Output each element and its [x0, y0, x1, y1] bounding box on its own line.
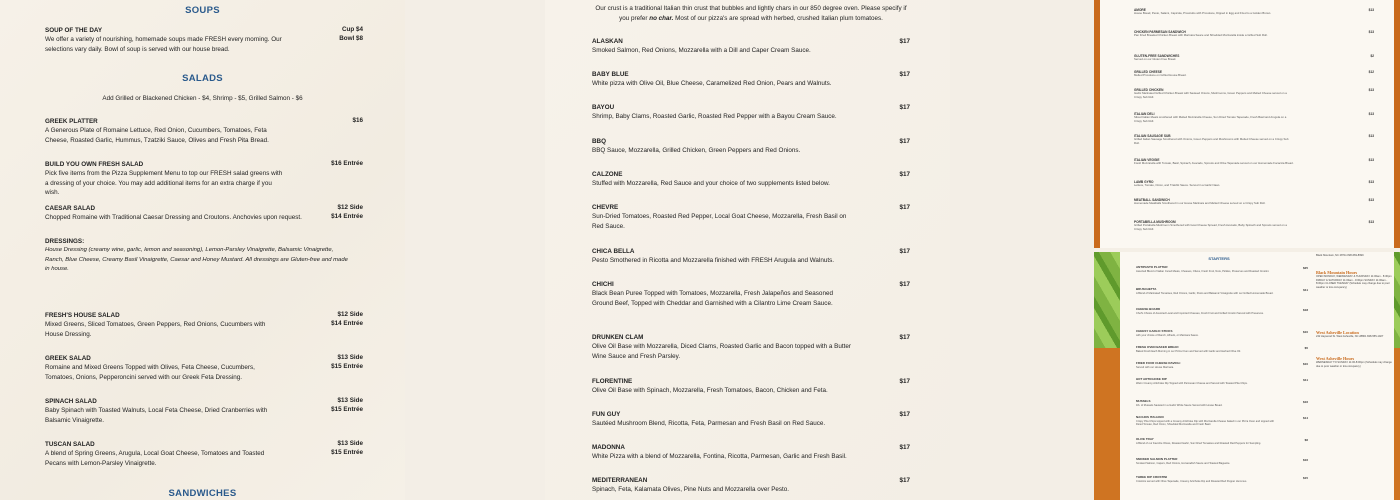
salads-add-note: Add Grilled or Blackened Chicken - $4, Shrimp - $5, Grilled Salmon - $6 — [102, 95, 303, 102]
item-desc: Smoked Salmon, Capers, Red Onions, Horseradish Sauce and Toasted Baguette. — [1136, 461, 1231, 465]
menu-item — [1136, 362, 1308, 369]
menu-item — [592, 70, 910, 89]
price-side: $13 Side — [337, 440, 363, 447]
menu-item — [1134, 54, 1374, 62]
item-name: OLIVE TRAY — [1136, 437, 1154, 441]
item-name: GREEK SALAD — [45, 355, 91, 362]
item-price: $11 — [1303, 288, 1308, 292]
item-price: $13 — [1368, 158, 1374, 162]
item-name: MEATBALL SANDWICH — [1134, 198, 1170, 202]
item-desc: A blend of Spring Greens, Arugula, Local Goat Cheese, Tomatoes and Toasted Pecans with Lemon-Parsley Vinaigrette. — [45, 450, 265, 467]
item-price: $13 — [1368, 198, 1374, 202]
item-name: THREE DIP CROSTINI — [1136, 475, 1168, 479]
item-desc: Romaine and Mixed Greens Topped with Olives, Feta Cheese, Cucumbers, Tomatoes, Onions, Pepperoncini served with our Greek Feta Dressing. — [45, 364, 255, 381]
menu-item-greek-salad — [45, 354, 363, 382]
price-side: $13 Side — [337, 354, 363, 361]
item-price: $17 — [899, 171, 910, 178]
menu-item — [1136, 476, 1308, 483]
info-sidebar — [1310, 252, 1394, 500]
item-name: MUSSELS — [1136, 399, 1151, 403]
item-name: ANTIPASTO PLATTER — [1136, 265, 1168, 269]
dressings-text: House Dressing (creamy wine, garlic, lemon and seasoning), Lemon-Parsley Vinaigrette, Balsamic Vinaigrette, Ranch, Blue Cheese, Creamy Basil Vinaigrette, Caesar and Honey Mustard. All dressings are Gluten-free and made in house. — [45, 247, 348, 273]
item-desc: Pan Fried Breaded Chicken Breast with Marinara Sauce and Shredded Mozzarella inside a Grilled Sub Roll. — [1134, 33, 1268, 38]
item-name: FRESH'S HOUSE SALAD — [45, 312, 120, 319]
item-price — [331, 311, 363, 328]
menu-panel-soups-salads — [0, 0, 405, 500]
menu-item — [592, 137, 910, 156]
item-price: $15 — [1302, 476, 1308, 480]
menu-item — [1136, 458, 1308, 465]
item-price: $18 — [1302, 308, 1308, 312]
item-price — [331, 160, 363, 169]
menu-item — [1134, 134, 1374, 145]
item-name: ITALIAN DELI — [1134, 112, 1155, 116]
item-price — [331, 204, 363, 221]
item-price: $6 — [1304, 438, 1308, 442]
item-name: AMORE — [1134, 8, 1146, 12]
item-price: $13 — [1368, 88, 1374, 92]
item-desc: Olive Oil Base with Spinach, Mozzarella, Fresh Tomatoes, Bacon, Chicken and Feta. — [592, 387, 828, 394]
item-desc: White pizza with Olive Oil, Blue Cheese, Caramelized Red Onion, Pears and Walnuts. — [592, 80, 832, 87]
item-desc: Assorted Blend of Italian Cured Meats, Cheeses, Olives, Fresh Fruit, Nuts, Pickles, Preserves and Roasted Crostini. — [1136, 269, 1270, 273]
item-name: BBQ — [592, 138, 606, 145]
section-title-sandwiches: SANDWICHES — [168, 488, 237, 499]
item-price: $12 — [1368, 70, 1374, 74]
wa-hours-text: WEDNESDAY TO SUNDAY 11:00-8:00pm (Schedule may change due to poor weather or low occupancy) — [1316, 361, 1392, 368]
item-price: $17 — [899, 38, 910, 45]
item-desc: Mixed Greens, Sliced Tomatoes, Green Peppers, Red Onions, Cucumbers with House Dressing. — [45, 321, 266, 338]
price-entree: $15 Entrée — [331, 448, 363, 456]
item-desc: BBQ Sauce, Mozzarella, Grilled Chicken, Green Peppers and Red Onions. — [592, 147, 801, 154]
item-desc: Spinach, Feta, Kalamata Olives, Pine Nuts and Mozzarella over Pesto. — [592, 486, 790, 493]
item-price: $17 — [899, 138, 910, 145]
item-price: $13 — [1368, 30, 1374, 34]
section-title-salads: SALADS — [182, 73, 223, 84]
item-price: $16 — [1302, 458, 1308, 462]
item-price: $11 — [1303, 378, 1308, 382]
item-price: $17 — [899, 477, 910, 484]
price-side: $13 Side — [337, 397, 363, 404]
item-price — [331, 397, 363, 414]
item-name: CHEESE BOARD — [1136, 307, 1161, 311]
price-side: $12 Side — [337, 204, 363, 211]
item-price: $17 — [899, 104, 910, 111]
price-bowl: Bowl $8 — [339, 34, 363, 42]
menu-item — [1134, 198, 1374, 206]
item-name: TUSCAN SALAD — [45, 441, 95, 448]
wa-location-block — [1316, 330, 1392, 339]
menu-item — [1136, 346, 1308, 353]
item-desc: Melted Provolone on Grilled House Bread. — [1134, 73, 1187, 78]
item-price: $10 — [1302, 362, 1308, 366]
item-desc: with your choice of Ranch, Alfredo, or Marinara Sauce. — [1136, 333, 1199, 337]
menu-item — [1136, 266, 1308, 273]
menu-item — [592, 410, 910, 429]
menu-item — [592, 203, 910, 232]
item-price: $13 — [1368, 220, 1374, 224]
item-desc: Olive Oil Base with Mozzarella, Diced Clams, Roasted Garlic and Bacon topped with a Butter Wine Sauce and Fresh Parsley. — [592, 343, 851, 360]
menu-item — [592, 280, 910, 309]
item-desc: Served with our House Marinara. — [1136, 365, 1174, 369]
menu-panel-sandwiches-thumbnail — [1094, 0, 1400, 248]
wa-hours-title: West Asheville Hours — [1316, 356, 1355, 361]
menu-item-caesar-salad — [45, 204, 363, 223]
menu-item — [1136, 288, 1308, 295]
menu-item — [1136, 400, 1308, 407]
page-gap — [950, 0, 1094, 500]
menu-item-freshs-house-salad — [45, 311, 363, 339]
menu-item — [1134, 8, 1374, 16]
item-name: NACHOS ITALIANO — [1136, 415, 1164, 419]
item-price: $17 — [899, 411, 910, 418]
item-name: SPINACH SALAD — [45, 398, 97, 405]
menu-item — [1134, 158, 1374, 166]
item-name: CHICA BELLA — [592, 248, 635, 255]
item-desc: Fresh Mozzarella with Tomato, Basil, Spinach, Avocado, Sprouts and Olive Tapenade served on our Homemade Focaccia Bread. — [1134, 161, 1294, 166]
address-block — [1316, 254, 1392, 258]
item-desc: Pesto Smothered in Ricotta and Mozzarella finished with FRESH Arugula and Walnuts. — [592, 257, 834, 264]
menu-item — [592, 247, 910, 266]
item-desc: Crispy Pita Chips topped with a Creamy Artichoke Dip with Mozzarella Cheese baked in our Pizza Oven and topped with Diced Tomato, Red Onion, Shredded Mozzarella and Fresh Basil. — [1136, 419, 1275, 427]
item-desc: Smoked Salmon, Red Onions, Mozzarella with a Dill and Caper Cream Sauce. — [592, 47, 811, 54]
dressings-block — [45, 237, 363, 275]
item-desc: Sautéed Mushroom Blend, Ricotta, Feta, Parmesan and Fresh Basil on Red Sauce. — [592, 420, 826, 427]
item-name: CHEESY GARLIC STICKS — [1136, 329, 1173, 333]
item-name: ITALIAN SAUSAGE SUB — [1134, 134, 1171, 138]
item-price: $10 — [1302, 330, 1308, 334]
price-side: $12 Side — [337, 311, 363, 318]
item-name: CHICHI — [592, 281, 614, 288]
menu-item-greek-platter — [45, 117, 363, 145]
menu-panel-pizzas — [545, 0, 950, 500]
item-name: ITALIAN VEGGIE — [1134, 158, 1160, 162]
item-desc: Homemade Meatballs Smothered in our House Marinara and Melted Cheese served on a Crispy Sub Roll. — [1134, 201, 1266, 206]
menu-item — [1134, 30, 1374, 38]
item-name: MADONNA — [592, 444, 625, 451]
price-cup: Cup $4 — [342, 26, 363, 33]
item-name: ALASKAN — [592, 38, 623, 45]
item-name: CHICKEN PARMESAN SANDWICH — [1134, 30, 1186, 34]
intro-text: Most of our pizza's are spread with herbed, crushed Italian plum tomatoes. — [673, 15, 883, 22]
price-line: $16 Entrée — [331, 160, 363, 167]
page-gap — [405, 0, 545, 500]
item-price: $17 — [899, 248, 910, 255]
pizza-intro — [590, 4, 912, 24]
menu-sheet — [1100, 0, 1394, 248]
menu-item — [592, 37, 910, 56]
wa-location-text: 242 Haywood St. West Asheville, NC 28801 828-555-1927 — [1316, 335, 1384, 338]
item-name: SMOKED SALMON PLATTER — [1136, 457, 1178, 461]
item-name: BRUSCHETTA — [1136, 287, 1157, 291]
item-name: CALZONE — [592, 171, 623, 178]
menu-item — [1136, 378, 1308, 385]
item-desc: Sliced Italian Meats smothered with Melted Mozzarella Cheese, Sun Dried Tomato Tapenade, Fresh Basil and Arugula on a Crispy Sub Roll. — [1134, 115, 1287, 123]
item-name: FRIED FOUR CHEESE RAVIOLI — [1136, 361, 1181, 365]
item-desc: Sun-Dried Tomatoes, Roasted Red Pepper, Local Goat Cheese, Mozzarella, Fresh Basil on Red Sauce. — [592, 213, 847, 230]
item-price: $17 — [899, 334, 910, 341]
item-desc: A Blend of Marinated Tomatoes, Red Onions, Garlic, Pesto and Balsamic Vinaigrette with our Grilled Homemade Bread. — [1136, 291, 1274, 295]
menu-item — [1134, 70, 1374, 78]
item-name: BABY BLUE — [592, 71, 629, 78]
price-entree: $14 Entrée — [331, 212, 363, 220]
item-price — [352, 117, 363, 126]
item-desc: A Blend of our Favorite Olives, Roasted Garlic, Sun Dried Tomatoes and Roasted Red Peppers for Sampling. — [1136, 441, 1262, 445]
item-price: $14 — [1302, 416, 1308, 420]
menu-item-soup-of-the-day — [45, 26, 363, 54]
menu-item — [592, 170, 910, 189]
item-name: FUN GUY — [592, 411, 621, 418]
item-desc: White Pizza with a blend of Mozzarella, Fontina, Ricotta, Parmesan, Garlic and Fresh Basil. — [592, 453, 847, 460]
section-title-starters: STARTERS — [1208, 256, 1230, 261]
item-desc: Grilled Italian Sausage Smothered with Onions, Green Peppers and Mushrooms with Melted Cheese served on a Crispy Sub Roll. — [1134, 137, 1289, 145]
item-name: PORTABELLA MUSHROOM — [1134, 220, 1176, 224]
bm-hours-block — [1316, 270, 1392, 289]
menu-item — [592, 333, 910, 362]
price-entree: $15 Entrée — [331, 405, 363, 413]
wa-hours-block — [1316, 356, 1392, 368]
bm-hours-text: OPEN MONDAY, WEDNESDAY & THURSDAY 11:00am - 8:30pm FRIDAY & SATURDAY 11:00am - 9:00pm SUNDAY 11:00am - 8:30pm CLOSED TUESDAY (Schedule may change due to poor weather or low occupancy) — [1316, 275, 1392, 289]
item-desc: A Generous Plate of Romaine Lettuce, Red Onion, Cucumbers, Tomatoes, Feta Cheese, Roasted Garlic, Hummus, Tzatziki Sauce, Olives and Fresh Pita Bread. — [45, 127, 269, 144]
price-entree: $15 Entrée — [331, 362, 363, 370]
price-line: $16 — [352, 117, 363, 124]
price-entree: $14 Entrée — [331, 319, 363, 327]
menu-item — [1136, 438, 1308, 445]
item-desc: 1lb. of Mussels Sautéed in a Garlic White Sauce Served with House Bread. — [1136, 403, 1223, 407]
menu-item — [1136, 308, 1308, 315]
item-name: FRESH OVEN BAKED BREAD — [1136, 345, 1179, 349]
item-name: HOT ARTICHOKE DIP — [1136, 377, 1167, 381]
item-name: DRUNKEN CLAM — [592, 334, 644, 341]
item-desc: Lettuce, Tomato, Onion, and Tzatziki Sauce. Served in a Garlic Naan. — [1134, 183, 1221, 188]
menu-item — [1134, 88, 1374, 99]
item-desc: Grilled Portabella Mushroom Smothered with Goat Cheese Spread, Fresh Avocado, Baby Spinach and Sprouts served on a Crispy Sub Roll. — [1134, 223, 1287, 231]
item-name: LAMB GYRO — [1134, 180, 1154, 184]
item-name: CHEVRE — [592, 204, 619, 211]
intro-emphasis: no char. — [649, 15, 674, 22]
item-price: $13 — [1368, 134, 1374, 138]
item-desc: Garlic Marinated Grilled Chicken Breast with Sauteed Onions, Mushrooms, Green Peppers and Melted Cheese served on a Crispy Sub Roll. — [1134, 91, 1287, 99]
menu-item — [1136, 416, 1308, 426]
item-desc: Stuffed with Mozzarella, Red Sauce and your choice of two supplements listed below. — [592, 180, 830, 187]
menu-item — [1134, 220, 1374, 231]
item-price: $25 — [1302, 266, 1308, 270]
item-name: FLORENTINE — [592, 378, 633, 385]
item-price: $17 — [899, 204, 910, 211]
item-price: $2 — [1370, 54, 1374, 58]
menu-item — [1134, 180, 1374, 188]
address-text: Black Mountain, NC 28711 828-669-8999 — [1316, 254, 1364, 257]
item-desc: Warm Creamy Artichoke Dip Topped with Parmesan Cheese and Served with Toasted Pita Chips. — [1136, 381, 1248, 385]
menu-item — [1134, 112, 1374, 123]
menu-item — [592, 476, 910, 495]
item-name: GLUTEN-FREE SANDWICHES — [1134, 54, 1180, 58]
item-price — [331, 354, 363, 371]
menu-item — [1136, 330, 1308, 337]
item-desc: Chopped Romaine with Traditional Caesar Dressing and Croutons. Anchovies upon request. — [45, 214, 302, 221]
item-name: BAYOU — [592, 104, 615, 111]
item-desc: Served on our Gluten Free Bread. — [1134, 57, 1177, 62]
item-name: GRILLED CHICKEN — [1134, 88, 1164, 92]
item-price — [339, 26, 363, 43]
item-desc: Black Bean Puree Topped with Tomatoes, Mozzarella, Fresh Jalapeños and Seasoned Ground Beef, Topped with Cheddar and Garnished with a Cilantro Lime Cream Sauce. — [592, 290, 833, 307]
item-price: $13 — [1368, 112, 1374, 116]
item-desc: House Bread, Pesto, Salami, Capicola, Prosciutto with Provolone, Dipped in Egg and Fried to a Golden Brown. — [1134, 11, 1272, 16]
item-price: $13 — [1368, 8, 1374, 12]
menu-item-spinach-salad — [45, 397, 363, 425]
dressings-label: DRESSINGS: — [45, 238, 85, 245]
intro-text: Our crust is a traditional Italian thin crust that bubbles and lightly chars in our 850 degree oven. Please specify if you prefer — [595, 5, 907, 22]
item-name: SOUP OF THE DAY — [45, 27, 103, 34]
menu-sheet — [1120, 252, 1318, 500]
item-name: GRILLED CHEESE — [1134, 70, 1162, 74]
item-price: $5 — [1304, 346, 1308, 350]
item-name: GREEK PLATTER — [45, 118, 98, 125]
wa-location-title: West Asheville Location — [1316, 330, 1359, 335]
item-desc: Crostinis served with Olive Tapenade, Creamy Artichoke Dip and Roasted Red Pepper Hummus. — [1136, 479, 1247, 483]
item-desc: We offer a variety of nourishing, homemade soups made FRESH every morning. Our selections vary daily. Bowl of soup is served with our house bread. — [45, 36, 282, 53]
item-desc: Baked Fresh Each Morning in our Pizza Oven and Served with Garlic and Herbed Olive Oil. — [1136, 349, 1241, 353]
item-name: BUILD YOU OWN FRESH SALAD — [45, 161, 144, 168]
item-desc: Shrimp, Baby Clams, Roasted Garlic, Roasted Red Pepper with a Bayou Cream Sauce. — [592, 113, 837, 120]
item-price: $13 — [1368, 180, 1374, 184]
item-desc: Pick five items from the Pizza Supplement Menu to top our FRESH salad greens with a dressing of your choice. You may add additional items for an extra charge if you wish. — [45, 170, 283, 197]
item-name: MEDITERRANEAN — [592, 477, 648, 484]
item-name: CAESAR SALAD — [45, 205, 96, 212]
bm-hours-title: Black Mountain Hours — [1316, 270, 1358, 275]
item-price: $17 — [899, 71, 910, 78]
menu-item — [592, 377, 910, 396]
item-price: $17 — [899, 444, 910, 451]
menu-item — [592, 443, 910, 462]
item-price: $17 — [899, 378, 910, 385]
item-desc: Chef's Choice of Assorted Local and Imported Cheeses, Fresh Fruit and Grilled Crostini Served with Preserves. — [1136, 311, 1264, 315]
item-price: $16 — [1302, 400, 1308, 404]
menu-item-build-your-own — [45, 160, 363, 198]
menu-panel-starters-thumbnail — [1094, 252, 1400, 500]
item-price: $17 — [899, 281, 910, 288]
item-desc: Baby Spinach with Toasted Walnuts, Local Feta Cheese, Dried Cranberries with Balsamic Vinaigrette. — [45, 407, 268, 424]
menu-item — [592, 103, 910, 122]
menu-item-tuscan-salad — [45, 440, 363, 468]
section-title-soups: SOUPS — [185, 5, 220, 16]
item-price — [331, 440, 363, 457]
